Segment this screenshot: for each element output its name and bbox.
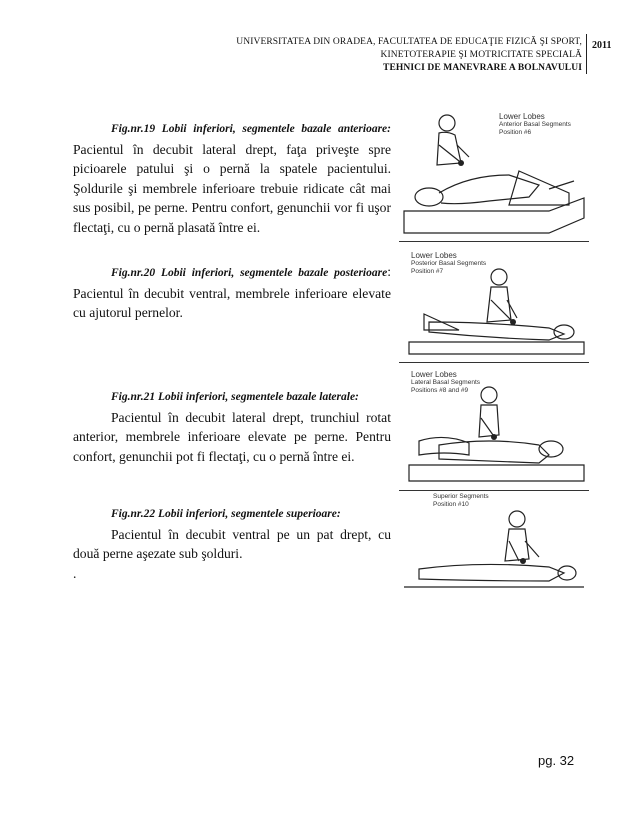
figure-21-title: Lower Lobes: [411, 370, 457, 379]
figure-22-position: Position #10: [433, 501, 469, 508]
figure-20-title: Lower Lobes: [411, 251, 457, 260]
text-fig22: Pacientul în decubit ventral pe un pat drept, cu două perne aşezate sub şolduri.: [73, 526, 391, 561]
text-fig20: : Pacientul în decubit ventral, membrele inferioare elevate cu ajutorul pernelor.: [73, 264, 391, 320]
trailing-dot: .: [73, 565, 77, 581]
text-fig21: Pacientul în decubit lateral drept, trunchiul rotat anterior, membrele inferioare elevate pe perne. Pentru confort, genunchii pot fi flectaţi, cu o pernă între ei.: [73, 409, 391, 464]
header-divider: [586, 34, 587, 74]
caption-fig22: Fig.nr.22 Lobii inferiori, segmentele superioare:: [111, 508, 341, 520]
page-number: pg. 32: [538, 753, 575, 768]
figure-20-position: Position #7: [411, 268, 444, 275]
section-fig21: [73, 386, 391, 466]
section-fig20: [73, 262, 391, 323]
header-department: KINETOTERAPIE ŞI MOTRICITATE SPECIALĂ: [380, 50, 582, 60]
figure-21-subtitle: Lateral Basal Segments: [411, 379, 481, 386]
figure-22-subtitle: Superior Segments: [433, 493, 489, 500]
section-fig19: [73, 118, 391, 237]
figure-20-subtitle: Posterior Basal Segments: [411, 260, 487, 267]
header-course: TEHNICI DE MANEVRARE A BOLNAVULUI: [383, 63, 582, 73]
caption-fig20: Fig.nr.20 Lobii inferiori, segmentele bazale posterioare: [111, 267, 388, 279]
header-year: 2011: [592, 40, 612, 51]
header-university: UNIVERSITATEA DIN ORADEA, FACULTATEA DE EDUCAŢIE FIZICĂ ŞI SPORT,: [236, 37, 582, 47]
figure-22-illustration: [399, 491, 589, 601]
figure-19-subtitle: Anterior Basal Segments: [499, 121, 571, 128]
figure-20: [399, 242, 589, 363]
section-fig22: [73, 503, 391, 583]
text-fig19: Pacientul în decubit lateral drept, faţa priveşte spre picioarele patului şi o pernă la spatele pacientului. Şoldurile şi membrele inferioare trebuie ridicate cât mai sus posibil, pe perne. Pentru confort, genunchii vor fi uşor flectaţi, cu o pernă plasată între ei.: [73, 141, 391, 235]
figure-column: [399, 93, 589, 601]
page-header: [120, 36, 582, 75]
figure-21-position: Positions #8 and #9: [411, 387, 469, 394]
figure-22: [399, 491, 589, 601]
caption-fig19: Fig.nr.19 Lobii inferiori, segmentele bazale anterioare:: [111, 123, 391, 135]
caption-fig21: Fig.nr.21 Lobii inferiori, segmentele bazale laterale:: [111, 391, 359, 403]
figure-19: [399, 93, 589, 242]
figure-19-position: Position #6: [499, 129, 532, 136]
figure-21: [399, 363, 589, 491]
figure-19-title: Lower Lobes: [499, 112, 545, 121]
